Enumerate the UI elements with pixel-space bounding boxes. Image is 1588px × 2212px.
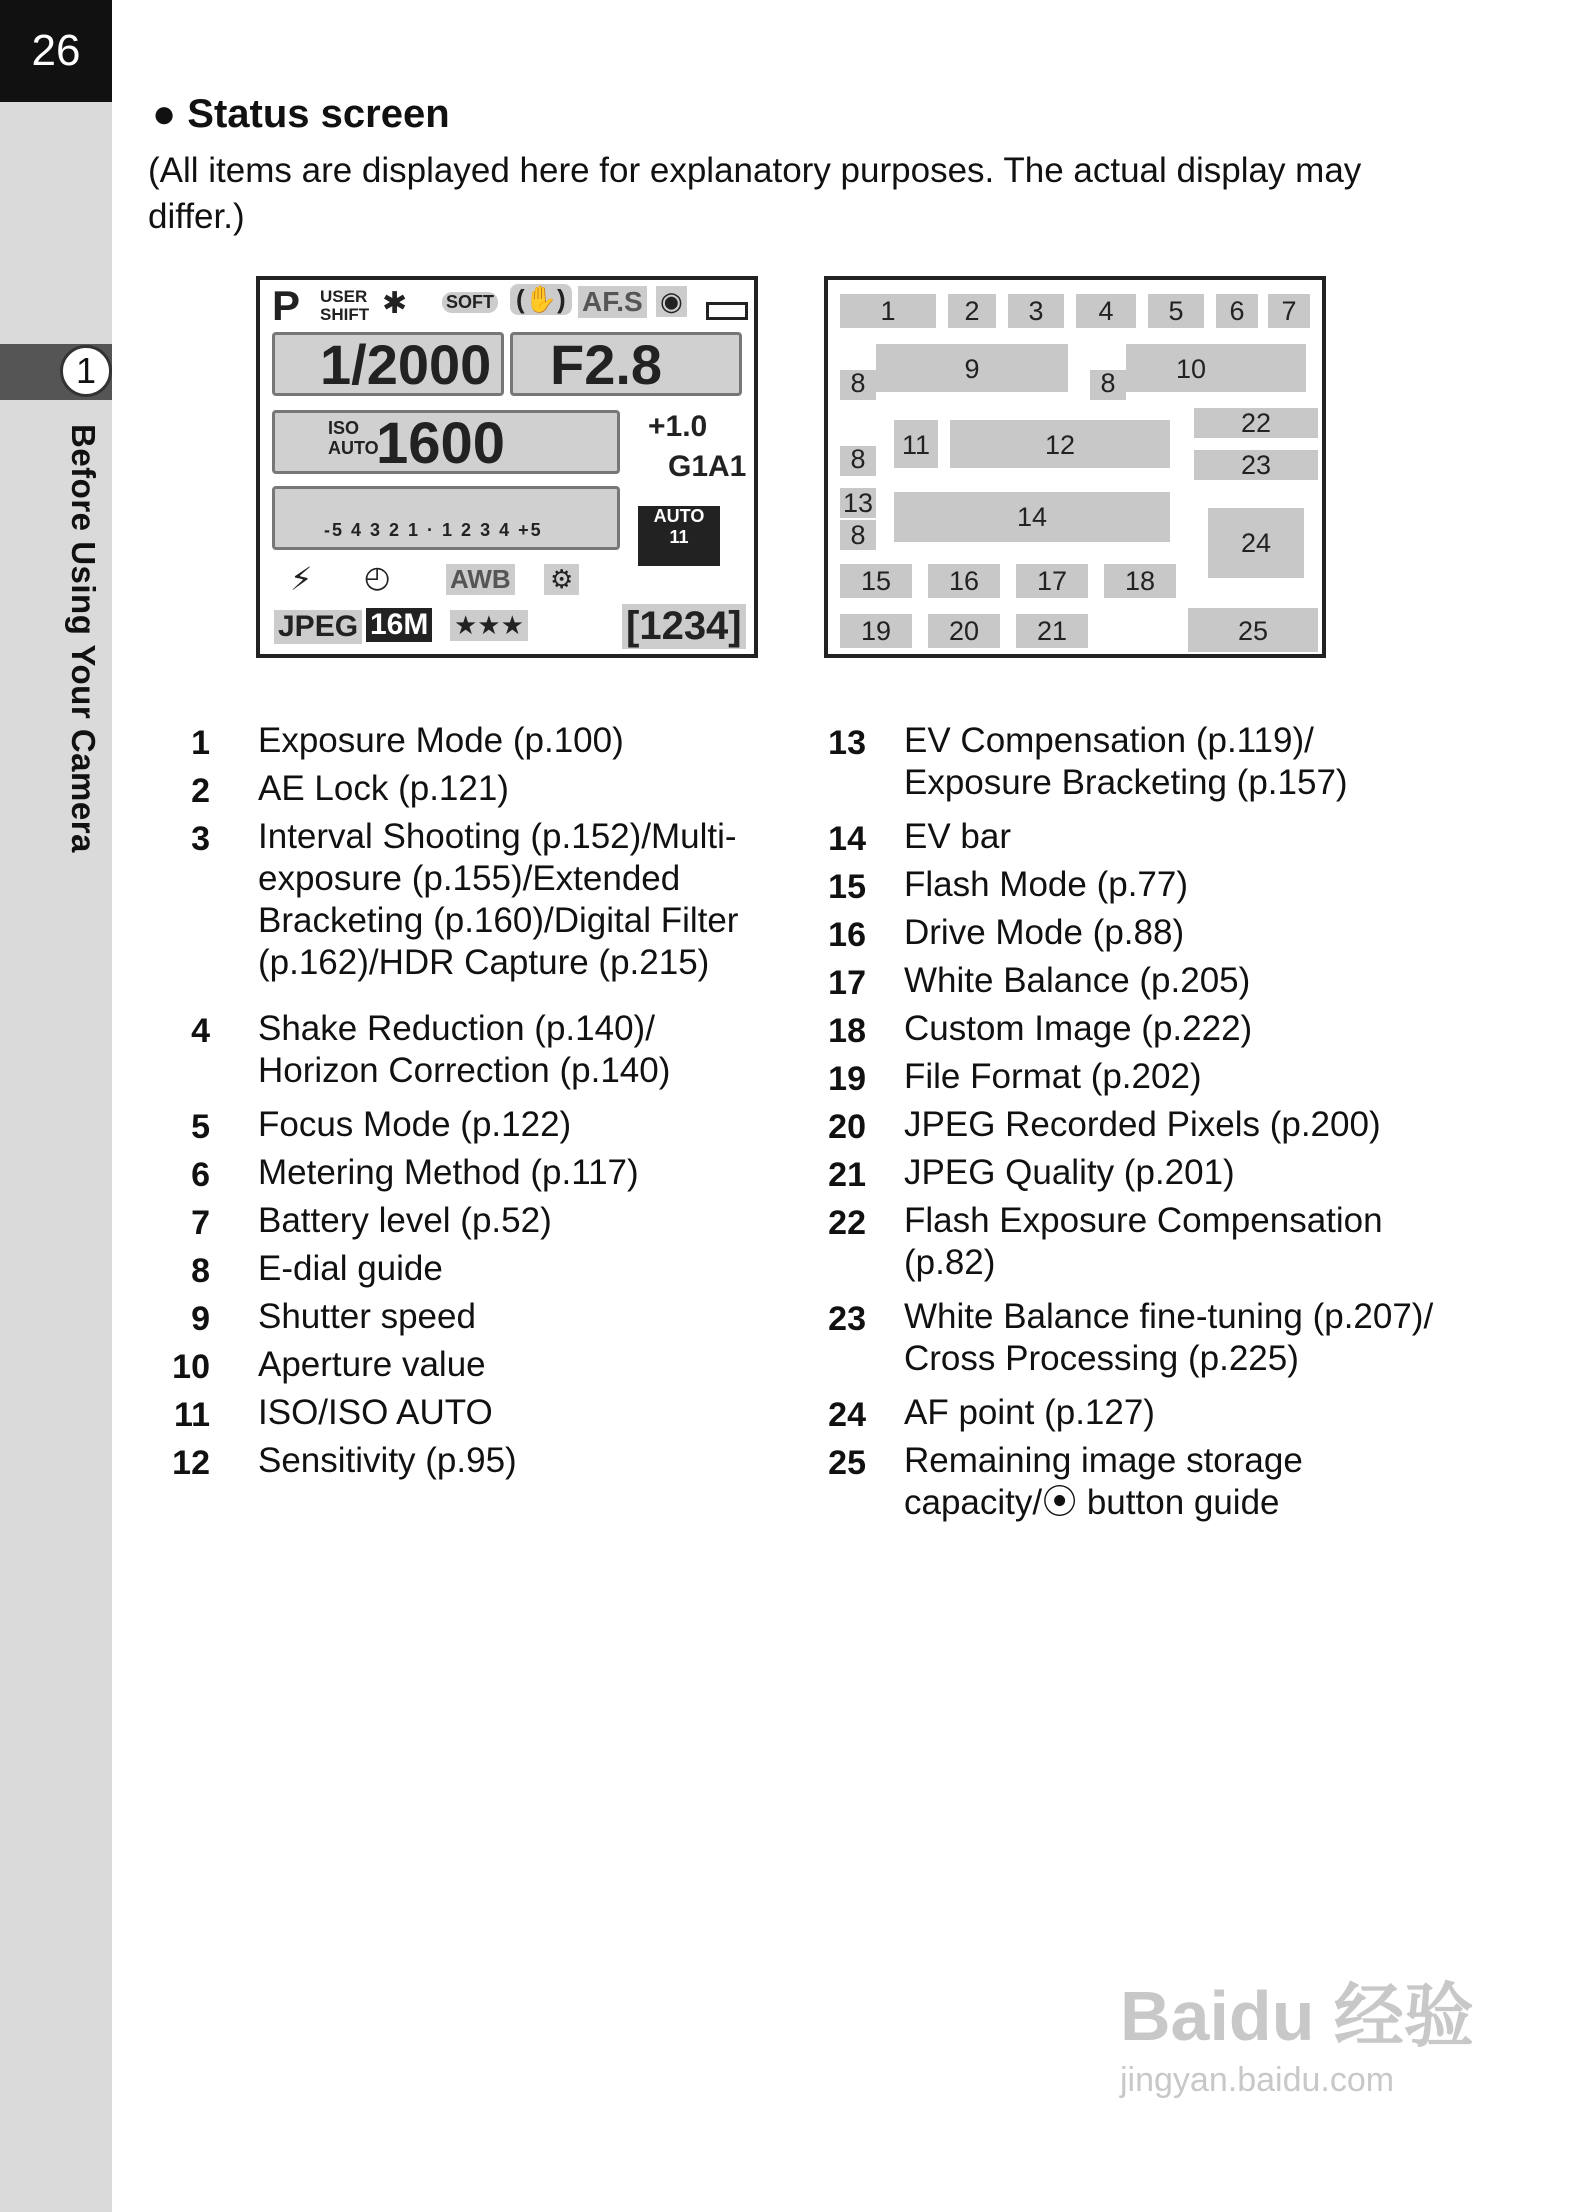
item-text: File Format (p.202) [904,1057,1202,1096]
item-number: 11 [174,1396,210,1434]
exposure-mode-label: P [272,282,301,329]
item-number: 3 [191,820,210,858]
flash-comp-value: +1.0 [648,410,708,443]
item-number: 20 [828,1108,866,1146]
map-label: 3 [1028,296,1044,326]
map-label: 8 [850,368,866,398]
ae-lock-icon: ✱ [382,287,408,320]
item-number: 4 [191,1012,210,1050]
sensitivity-value: 1600 [376,411,506,476]
item-number: 13 [828,724,866,762]
chapter-number: 1 [60,345,112,397]
shake-reduction-icon: (✋) [510,284,572,315]
map-label: 16 [948,566,980,596]
item-text: Interval Shooting (p.152)/Multi-exposure (p.155)/Extended Bracketing (p.160)/Digital Filter (p.162)/HDR Capture (p.215) [258,817,739,982]
status-screen-map [824,276,1326,658]
white-balance-label: AWB [446,564,515,595]
map-label: 6 [1229,296,1245,326]
iso-auto-text: AUTO [328,438,379,458]
focus-mode-label: AF.S [578,286,647,318]
item-text: Metering Method (p.117) [258,1153,639,1192]
flash-icon: ⚡ [290,561,313,597]
map-label: 14 [1016,502,1048,532]
item-text: AE Lock (p.121) [258,769,509,808]
item-text: Flash Mode (p.77) [904,865,1189,904]
item-number: 5 [191,1108,210,1146]
map-label: 23 [1240,450,1272,480]
map-label: 19 [860,616,892,646]
section-heading [152,92,450,137]
item-number: 22 [828,1204,866,1242]
map-label: 8 [850,520,866,550]
chapter-title: Before Using Your Camera [65,424,102,853]
af-point-number: 11 [669,527,689,547]
map-label: 11 [901,430,931,460]
map-label: 4 [1098,296,1114,326]
shutter-speed-value: 1/2000 [320,333,492,396]
item-number: 18 [828,1012,866,1050]
iso-label [328,418,379,458]
map-label: 12 [1044,430,1076,460]
pixels-label: 16M [366,608,432,642]
metering-icon: ◉ [656,286,687,317]
bullet-icon: ● [152,92,177,136]
item-number: 24 [828,1396,866,1434]
item-text: EV bar [904,817,1011,856]
watermark-url: jingyan.baidu.com [1120,2061,1395,2099]
iso-text: ISO [328,418,360,438]
map-label: 25 [1237,616,1269,646]
status-screen-illustration [256,276,758,658]
item-number: 6 [191,1156,210,1194]
item-text: Custom Image (p.222) [904,1009,1253,1048]
drive-timer-icon: ◴ [364,561,391,594]
item-text: E-dial guide [258,1249,443,1288]
item-text: White Balance (p.205) [904,961,1251,1000]
remaining-capacity: [1234] [622,604,746,649]
map-label: 17 [1036,566,1068,596]
intro-text: (All items are displayed here for explanatory purposes. The actual display may differ.) [148,151,1362,236]
aperture-value: F2.8 [550,333,663,396]
map-label: 7 [1281,296,1297,326]
file-format-label: JPEG [274,610,362,644]
map-label: 13 [842,488,874,518]
item-text: Shake Reduction (p.140)/ Horizon Correction (p.140) [258,1009,671,1090]
shift-label: SHIFT [320,305,370,324]
item-text: Remaining image storage capacity/⦿ button guide [904,1441,1303,1522]
map-label: 10 [1175,354,1207,384]
item-number: 19 [828,1060,866,1098]
watermark [1120,1960,1520,2160]
af-point-indicator [638,506,720,566]
watermark-logo: Baidu 经验 [1120,1977,1474,2055]
user-shift-label [320,288,369,324]
item-text: Sensitivity (p.95) [258,1441,517,1480]
item-text: Battery level (p.52) [258,1201,552,1240]
user-label: USER [320,287,368,306]
item-number: 10 [172,1348,210,1386]
map-label: 24 [1240,528,1272,558]
map-label: 2 [964,296,980,326]
item-number: 8 [191,1252,210,1290]
item-text: Flash Exposure Compensation (p.82) [904,1201,1383,1282]
quality-stars: ★★★ [450,610,528,641]
item-number: 16 [828,916,866,954]
custom-image-icon: ⚙ [544,564,579,595]
item-text: EV Compensation (p.119)/ Exposure Bracketing (p.157) [904,721,1348,802]
item-text: Exposure Mode (p.100) [258,721,624,760]
af-auto-label: AUTO [653,506,705,526]
item-number: 21 [828,1156,866,1194]
item-text: Focus Mode (p.122) [258,1105,572,1144]
item-text: AF point (p.127) [904,1393,1155,1432]
section-heading-text: Status screen [187,92,450,136]
map-label: 8 [850,444,866,474]
page-margin [0,0,112,2212]
item-number: 17 [828,964,866,1002]
map-label: 1 [880,296,896,326]
battery-icon [706,302,748,320]
map-label: 20 [948,616,980,646]
item-number: 12 [172,1444,210,1482]
map-label: 15 [860,566,892,596]
item-text: JPEG Recorded Pixels (p.200) [904,1105,1381,1144]
wb-fine-value: G1A1 [668,450,747,483]
item-text: Drive Mode (p.88) [904,913,1185,952]
map-label: 21 [1036,616,1068,646]
item-number: 7 [191,1204,210,1242]
item-number: 23 [828,1300,866,1338]
map-label: 18 [1124,566,1156,596]
item-number: 2 [191,772,210,810]
item-text: JPEG Quality (p.201) [904,1153,1235,1192]
map-label: 22 [1240,408,1272,438]
map-label: 5 [1168,296,1184,326]
item-number: 25 [828,1444,866,1482]
item-number: 1 [191,724,210,762]
item-text: Shutter speed [258,1297,476,1336]
map-label: 9 [964,354,980,384]
ev-scale: -5 4 3 2 1 · 1 2 3 4 +5 [324,520,543,540]
page-number: 26 [0,0,112,102]
item-text: ISO/ISO AUTO [258,1393,493,1432]
item-number: 14 [828,820,866,858]
item-number: 15 [828,868,866,906]
item-text: Aperture value [258,1345,486,1384]
item-text: White Balance fine-tuning (p.207)/ Cross Processing (p.225) [904,1297,1434,1378]
soft-filter-label: SOFT [442,292,498,313]
item-number: 9 [191,1300,210,1338]
map-label: 8 [1100,368,1116,398]
